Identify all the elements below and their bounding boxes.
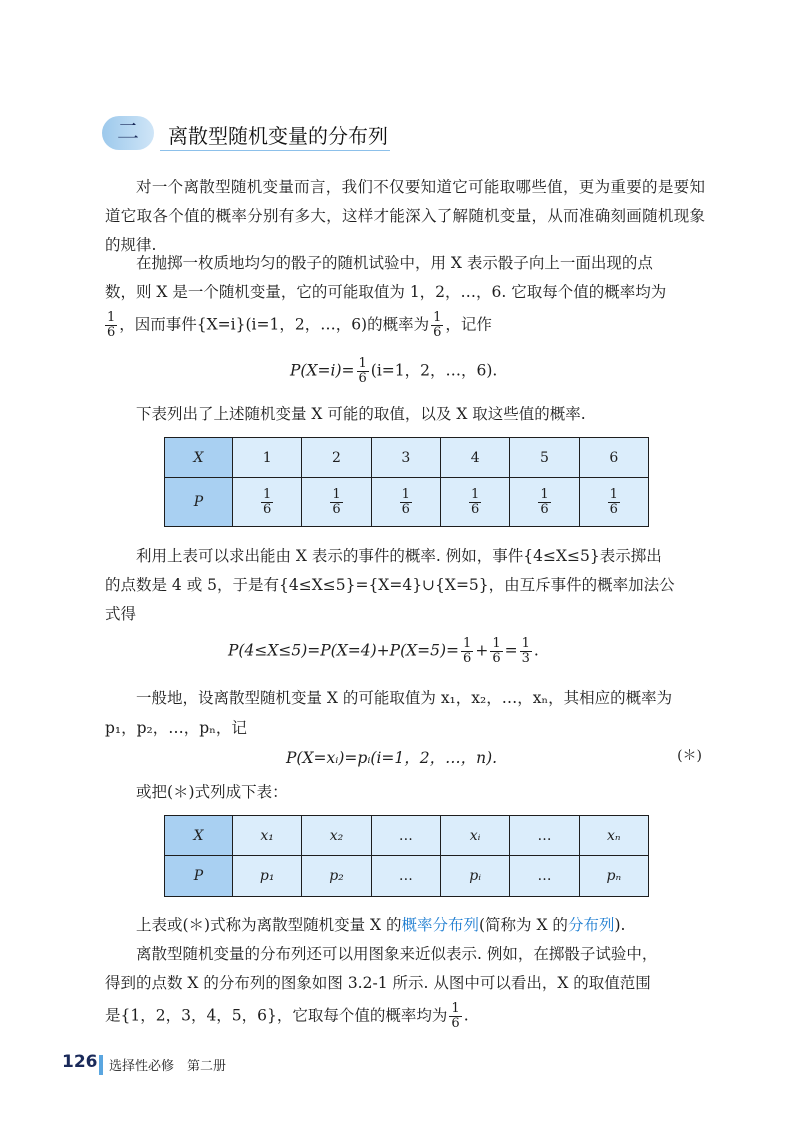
- table-cell: 5: [510, 438, 579, 478]
- table-cell: …: [510, 816, 579, 856]
- row-head-p: P: [165, 856, 233, 897]
- section-heading: [102, 114, 402, 154]
- section-number-badge: [102, 116, 154, 150]
- table-cell: …: [510, 856, 579, 897]
- table-cell: …: [371, 856, 440, 897]
- fraction: $\frac{1}{6}$: [463, 636, 472, 666]
- dice-distribution-table: [164, 437, 649, 527]
- paragraph-intro: 对一个离散型随机变量而言，我们不仅要知道它可能取哪些值，更为重要的是要知道它取各个值的概率分别有多大，这样才能深入了解随机变量，从而准确刻画随机现象的规律.: [105, 178, 705, 254]
- term-distribution: 分布列: [567, 916, 615, 934]
- fraction-one-sixth: $\frac{1}{6}$: [358, 356, 367, 386]
- page-number: 126: [62, 1052, 98, 1072]
- table-cell: 2: [302, 438, 371, 478]
- table-cell: p₁: [233, 856, 302, 897]
- paragraph-event-line2: 的点数是 4 或 5，于是有{4≤X≤5}={X=4}∪{X=5}，由互斥事件的概率加法公: [105, 576, 675, 594]
- table-cell: $\frac{1}{6}$: [510, 478, 579, 527]
- paragraph-general-line1: 一般地，设离散型随机变量 X 的可能取值为 x₁，x₂，…，xₙ，其相应的概率为: [136, 689, 673, 707]
- table-cell: 4: [440, 438, 509, 478]
- table-row-probabilities: [165, 856, 649, 897]
- fraction-one-sixth: $\frac{1}{6}$: [451, 1001, 460, 1031]
- paragraph-graph-line3: 是{1，2，3，4，5，6}，它取每个值的概率均为 $\frac{1}{6}$ .: [105, 1001, 469, 1031]
- fraction-one-sixth: $\frac{1}{6}$: [107, 310, 116, 340]
- table-cell: $\frac{1}{6}$: [233, 478, 302, 527]
- footer-divider: [99, 1055, 103, 1075]
- table-cell: 6: [579, 438, 648, 478]
- table-cell: 1: [233, 438, 302, 478]
- table-cell: …: [371, 816, 440, 856]
- table-cell: x₂: [302, 816, 371, 856]
- table-cell: $\frac{1}{6}$: [440, 478, 509, 527]
- row-head-x: X: [165, 438, 233, 478]
- table-cell: xₙ: [579, 816, 648, 856]
- equation-general: P(X=xᵢ)=pᵢ(i=1，2，…，n).: [286, 749, 498, 767]
- paragraph-dice-line1: 在抛掷一枚质地均匀的骰子的随机试验中，用 X 表示骰子向上一面出现的点: [136, 254, 653, 272]
- general-distribution-table: [164, 815, 649, 897]
- dice-note-text: ，记作: [445, 315, 492, 334]
- table-cell: pₙ: [579, 856, 648, 897]
- table-row-values: [165, 438, 649, 478]
- dice-event-text: ，因而事件{X=i}(i=1，2，…，6)的概率为: [119, 315, 430, 334]
- section-number: 二: [116, 120, 139, 145]
- paragraph-table-intro: 下表列出了上述随机变量 X 可能的取值，以及 X 取这些值的概率.: [136, 405, 586, 423]
- table-cell: $\frac{1}{6}$: [371, 478, 440, 527]
- paragraph-graph-line1: 离散型随机变量的分布列还可以用图象来近似表示. 例如，在掷骰子试验中，: [136, 945, 658, 963]
- equation-marker: (＊): [677, 748, 702, 764]
- table-cell: $\frac{1}{6}$: [579, 478, 648, 527]
- term-probability-distribution: 概率分布列: [401, 916, 479, 934]
- paragraph-graph-line2: 得到的点数 X 的分布列的图象如图 3.2-1 所示. 从图中可以看出，X 的取值范围: [105, 974, 651, 992]
- book-title: 选择性必修 第二册: [109, 1059, 227, 1074]
- table-cell: x₁: [233, 816, 302, 856]
- paragraph-dice-line3: [103, 311, 492, 340]
- equation-addition: P(4≤X≤5)=P(X=4)+P(X=5)= $\frac{1}{6}$ + $\frac{1}{6}$ = $\frac{1}{3}$ .: [228, 636, 539, 666]
- table-cell: $\frac{1}{6}$: [302, 478, 371, 527]
- row-head-p: P: [165, 478, 233, 527]
- fraction-one-sixth: $\frac{1}{6}$: [433, 310, 442, 340]
- paragraph-definition: 上表或(＊)式称为离散型随机变量 X 的概率分布列(简称为 X 的分布列).: [136, 916, 626, 934]
- equation-uniform: P(X=i)= $\frac{1}{6}$ (i=1，2，…，6).: [290, 356, 498, 386]
- table-cell: pᵢ: [440, 856, 509, 897]
- section-title: 离散型随机变量的分布列: [168, 124, 388, 148]
- fraction: $\frac{1}{3}$: [521, 636, 530, 666]
- table-cell: p₂: [302, 856, 371, 897]
- paragraph-event-line1: 利用上表可以求出能由 X 表示的事件的概率. 例如，事件{4≤X≤5}表示掷出: [136, 547, 662, 565]
- paragraph-event-line3: 式得: [105, 605, 137, 623]
- paragraph-general-line2: p₁，p₂，…，pₙ，记: [105, 719, 247, 737]
- table-cell: 3: [371, 438, 440, 478]
- row-head-x: X: [165, 816, 233, 856]
- paragraph-dice-line2: 数，则 X 是一个随机变量，它的可能取值为 1，2，…，6. 它取每个值的概率均为: [105, 283, 667, 301]
- table-row-probabilities: [165, 478, 649, 527]
- fraction: $\frac{1}{6}$: [492, 636, 501, 666]
- section-underline: [160, 150, 390, 151]
- table-row-values: [165, 816, 649, 856]
- paragraph-table-form: 或把(＊)式列成下表：: [136, 783, 288, 801]
- table-cell: xᵢ: [440, 816, 509, 856]
